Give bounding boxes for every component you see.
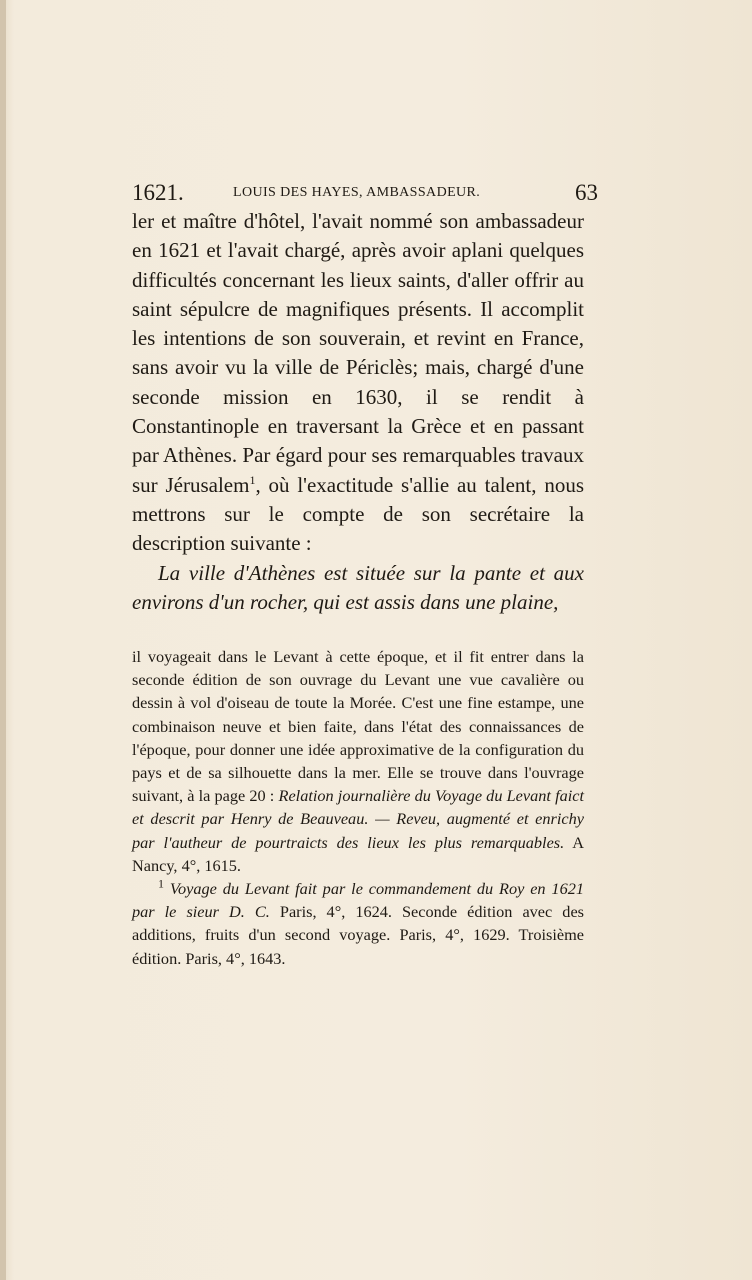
main-text <box>132 207 584 617</box>
footnote-continued <box>132 645 584 877</box>
footnote-text: Paris, 4°, 1624. Seconde édition avec des additions, fruits d'un second voyage. Paris, 4°, 1629. Troisième édition. Paris, 4°, 1643. <box>132 902 585 968</box>
footnote-continued-end: A Nancy, 4°, 1615. <box>132 832 585 875</box>
italic-quote: La ville d'Athènes est située sur la pante et aux environs d'un rocher, qui est assis dans une plaine, <box>132 560 584 614</box>
footnotes-section <box>132 645 584 970</box>
running-title: LOUIS DES HAYES, AMBASSADEUR. <box>233 185 481 200</box>
body-paragraph-end: , où l'exactitude s'allie au talent, nous mettrons sur le compte de son secrétaire la description suivante : <box>132 472 584 556</box>
body-paragraph <box>132 207 584 559</box>
header-year: 1621. <box>132 180 184 205</box>
footnote-title: Voyage du Levant fait par le commandement du Roy en 1621 par le sieur D. C. <box>132 879 584 922</box>
body-paragraph-start: ler et maître d'hôtel, l'avait nommé son ambassadeur en 1621 et l'avait chargé, après avoir aplani quelques difficultés concernant les lieux saints, d'aller offrir au saint sépulcre de magnifiques présents. Il accomplit les intentions de son souverain, et revint en France, sans avoir vu la ville de Périclès; mais, chargé d'une seconde mission en 1630, il se rendit à Constantinople en traversant la Grèce et en passant par Athènes. Par égard pour ses remarquables travaux sur Jérusalem <box>132 209 584 497</box>
page-number: 63 <box>575 180 598 205</box>
page-spine-shadow <box>0 0 6 1280</box>
footnote-1 <box>132 877 584 970</box>
footnote-number: 1 <box>158 876 164 891</box>
page-header <box>132 180 598 208</box>
footnote-continued-title: Relation journalière du Voyage du Levant faict et descrit par Henry de Beauveau. — Reveu, augmenté et enrichy par l'autheur de pourtraicts des lieux les plus remarquables. <box>132 786 585 852</box>
footnote-reference: 1 <box>249 472 256 487</box>
footnote-continued-text: il voyageait dans le Levant à cette époque, et il fit entrer dans la seconde édition de son ouvrage du Levant une vue cavalière ou dessin à vol d'oiseau de toute la Morée. C'est une fine estampe, une combinaison neuve et bien faite, dans l'état des connaissances de l'époque, pour donner une idée approximative de la configuration du pays et de sa silhouette dans la mer. Elle se trouve dans l'ouvrage suivant, à la page 20 : <box>132 647 584 806</box>
